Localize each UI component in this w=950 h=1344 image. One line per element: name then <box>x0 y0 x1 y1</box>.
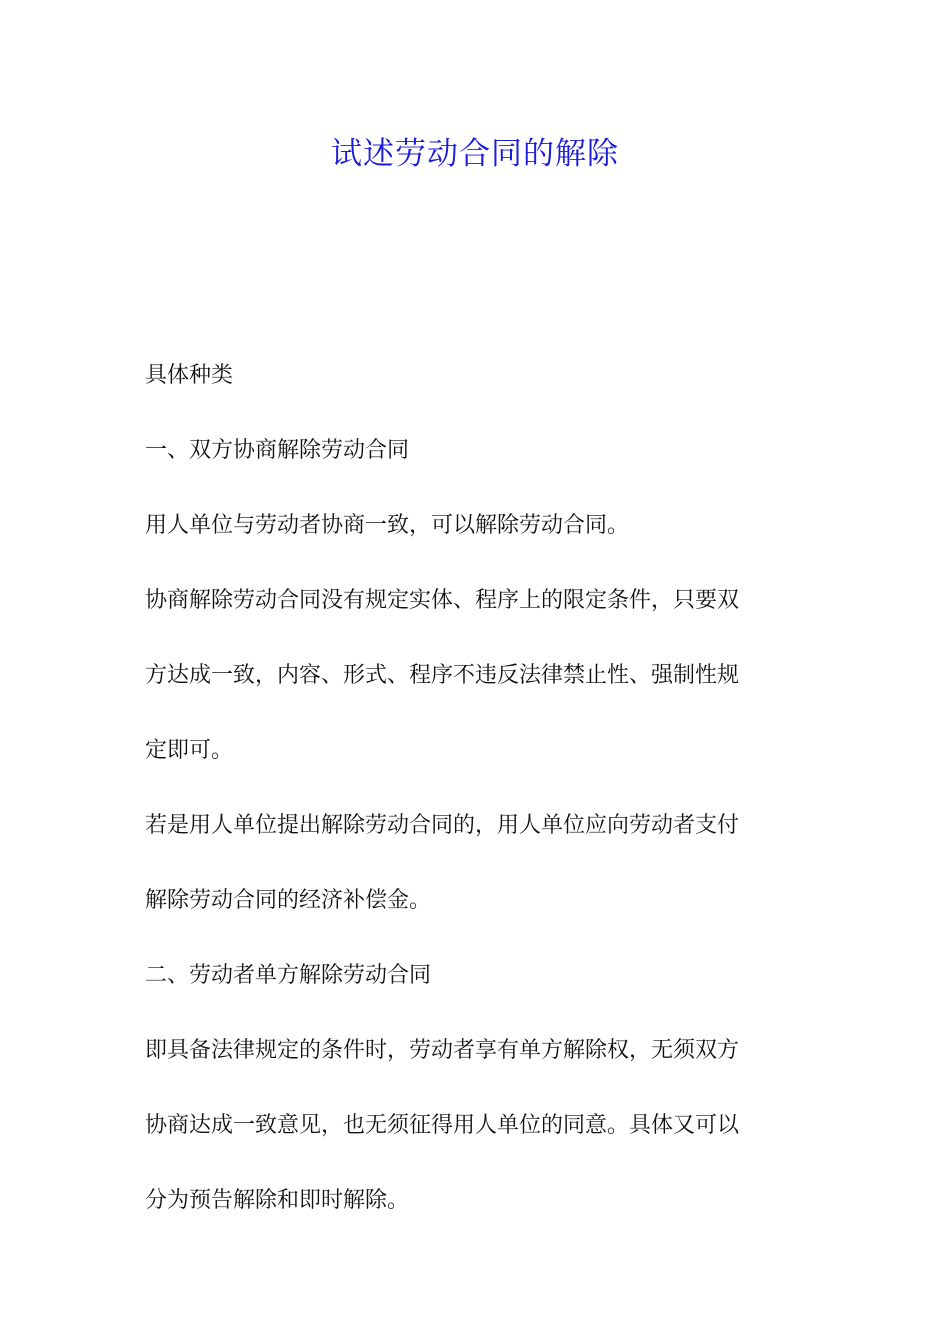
paragraph-heading-unilateral-termination: 二、劳动者单方解除劳动合同 <box>145 963 432 988</box>
paragraph: 用人单位与劳动者协商一致，可以解除劳动合同。 <box>145 513 630 538</box>
document-body <box>145 338 810 1238</box>
paragraph: 协商解除劳动合同没有规定实体、程序上的限定条件，只要双 方达成一致，内容、形式、程序不违反法律禁止性、强制性规 定即可。 <box>145 588 740 763</box>
paragraph: 即具备法律规定的条件时，劳动者享有单方解除权，无须双方 协商达成一致意见，也无须征得用人单位的同意。具体又可以 分为预告解除和即时解除。 <box>145 1038 740 1213</box>
paragraph: 若是用人单位提出解除劳动合同的，用人单位应向劳动者支付 解除劳动合同的经济补偿金。 <box>145 813 740 913</box>
paragraph-section-heading: 具体种类 <box>145 363 234 388</box>
paragraph-heading-mutual-termination: 一、双方协商解除劳动合同 <box>145 438 410 463</box>
document-title: 试述劳动合同的解除 <box>331 136 619 172</box>
